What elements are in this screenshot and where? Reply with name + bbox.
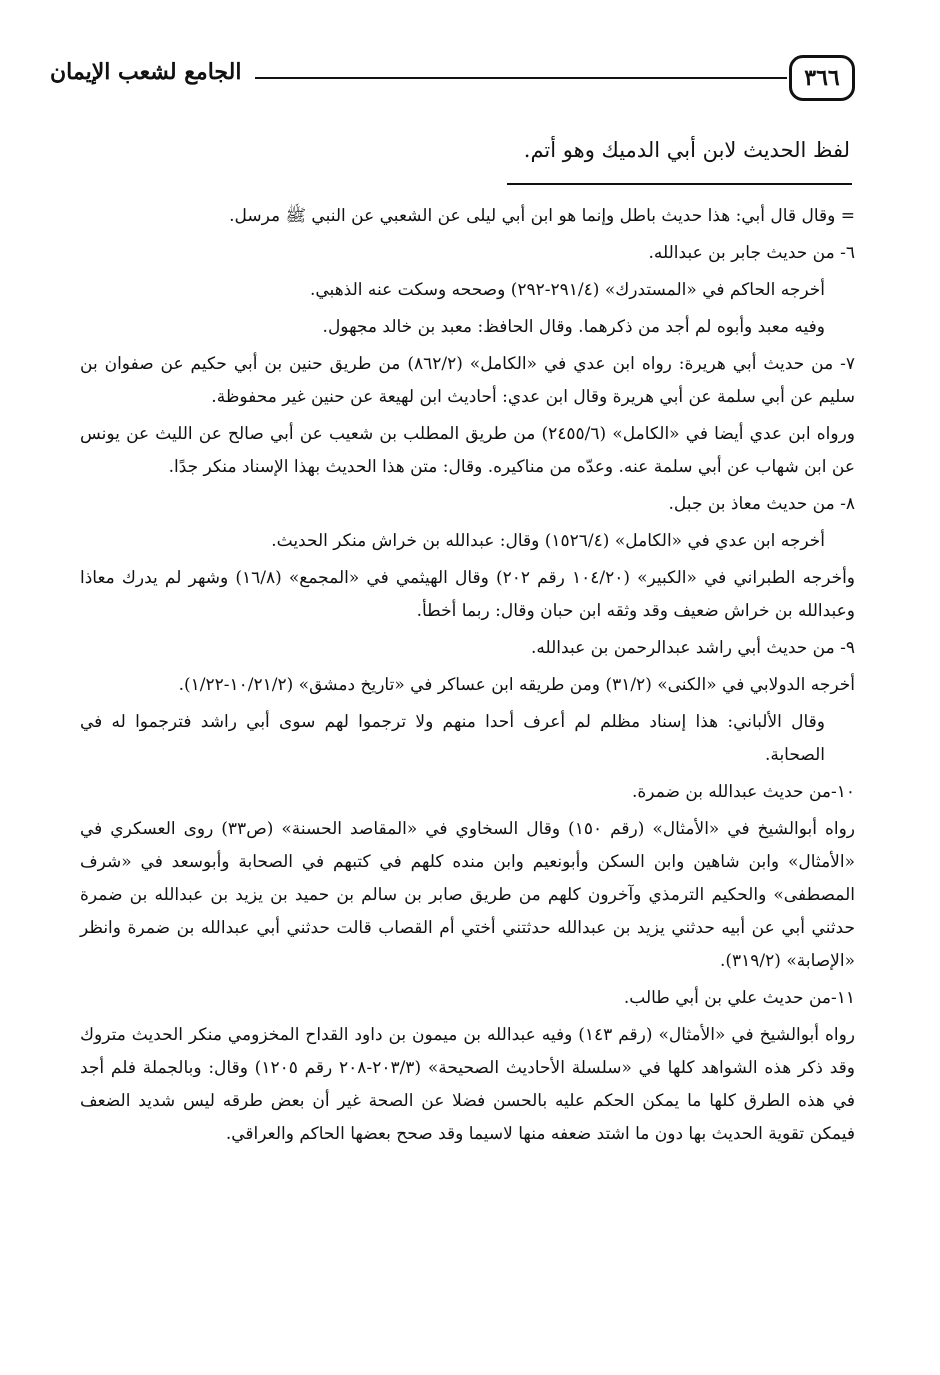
footnotes — [80, 200, 855, 1155]
footnote-paragraph: أخرجه الحاكم في «المستدرك» (٢٩١/٤-٢٩٢) وصححه وسكت عنه الذهبي. — [309, 280, 825, 300]
footnote-divider — [507, 183, 852, 185]
running-title: الجامع لشعب الإيمان — [50, 59, 242, 85]
main-text: لفظ الحديث لابن أبي الدميك وهو أتم. — [523, 138, 850, 162]
footnote-paragraph: أخرجه ابن عدي في «الكامل» (١٥٢٦/٤) وقال: عبدالله بن خراش منكر الحديث. — [271, 531, 825, 551]
footnote-paragraph: ١٠-من حديث عبدالله بن ضمرة. — [632, 782, 855, 802]
footnote-paragraph: ٩- من حديث أبي راشد عبدالرحمن بن عبدالله. — [530, 638, 855, 658]
footnote-paragraph: وقال الألباني: هذا إسناد مظلم لم أعرف أحدا منهم ولا ترجموا لهم سوى أبي راشد فترجموا له في الصحابة. — [80, 712, 825, 765]
footnote-paragraph: ١١-من حديث علي بن أبي طالب. — [623, 988, 855, 1008]
footnote-paragraph: = وقال قال أبي: هذا حديث باطل وإنما هو ابن أبي ليلى عن الشعبي عن النبي ﷺ مرسل. — [229, 206, 855, 226]
footnote-paragraph: وفيه معبد وأبوه لم أجد من ذكرهما. وقال الحافظ: معبد بن خالد مجهول. — [322, 317, 825, 337]
header-rule — [255, 77, 787, 79]
page-header — [50, 55, 855, 103]
footnote-paragraph: ٧- من حديث أبي هريرة: رواه ابن عدي في «الكامل» (٨٦٢/٢) من طريق حنين بن أبي حكيم عن صفوان بن سليم عن أبي سلمة عن أبي هريرة وقال ابن عدي: أحاديث ابن لهيعة عن حنين غير محفوظة. — [80, 354, 855, 407]
footnote-paragraph: وأخرجه الطبراني في «الكبير» (١٠٤/٢٠ رقم ٢٠٢) وقال الهيثمي في «المجمع» (١٦/٨) وشهر لم يدرك معاذا وعبدالله بن خراش ضعيف وقد وثقه ابن حبان وقال: ربما أخطأ. — [80, 568, 856, 621]
footnote-paragraph: ٨- من حديث معاذ بن جبل. — [668, 494, 855, 514]
footnote-paragraph: ٦- من حديث جابر بن عبدالله. — [648, 243, 855, 263]
footnote-paragraph: ورواه ابن عدي أيضا في «الكامل» (٢٤٥٥/٦) من طريق المطلب بن شعيب عن أبي صالح عن الليث عن يونس عن ابن شهاب عن أبي سلمة عنه. وعدّه من مناكيره. وقال: متن هذا الحديث بهذا الإسناد منكر جدًا. — [80, 424, 856, 477]
footnote-paragraph: رواه أبوالشيخ في «الأمثال» (رقم ١٤٣) وفيه عبدالله بن ميمون بن داود القداح المخزومي منكر الحديث متروك وقد ذكر هذه الشواهد كلها في «سلسلة الأحاديث الصحيحة» (٢٠٣/٣-٢٠٨ رقم ١٢٠٥) وقال: وبالجملة فلم أجد في هذه الطرق كلها ما يمكن الحكم عليه بالحسن فضلا عن الصحة غير أن بعض طرقه ليس شديد الضعف فيمكن تقوية الحديث بها دون ما اشتد ضعفه منها لاسيما وقد صحح بعضها الحاكم والعراقي. — [80, 1025, 855, 1144]
footnote-paragraph: رواه أبوالشيخ في «الأمثال» (رقم ١٥٠) وقال السخاوي في «المقاصد الحسنة» (ص٣٣) روى العسكري في «الأمثال» وابن شاهين وابن السكن وأبونعيم وابن منده كلهم في كتبهم في الصحابة وأبوسعد في «شرف المصطفى» والحكيم الترمذي وآخرون كلهم من طريق صابر بن سالم بن حميد بن يزيد بن عبدالله بن ضمرة حدثني أبي عن أبيه حدثني يزيد بن عبدالله حدثتني أختي أم القصاب قالت حدثني أبي عبدالله بن ضمرة وانظر «الإصابة» (٣١٩/٢). — [80, 819, 855, 971]
footnote-paragraph: أخرجه الدولابي في «الكنى» (٣١/٢) ومن طريقه ابن عساكر في «تاريخ دمشق» (١٠/٢١/٢-١/٢٢). — [178, 675, 855, 695]
page-number: ٣٦٦ — [789, 55, 855, 101]
